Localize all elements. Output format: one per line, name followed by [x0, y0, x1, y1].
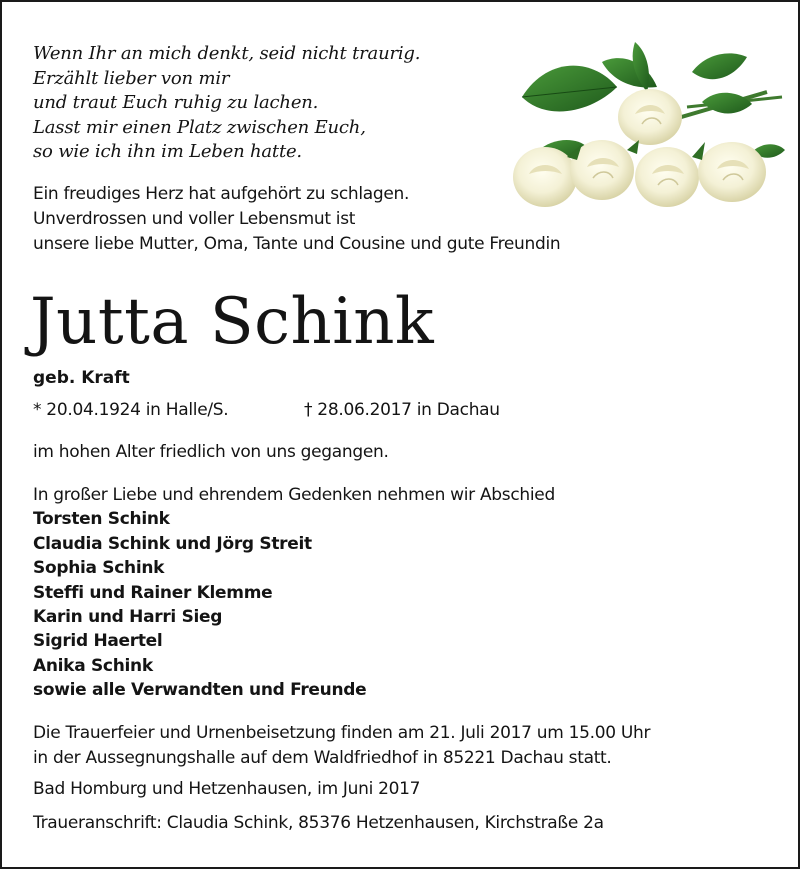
poem-line: Wenn Ihr an mich denkt, seid nicht traurig.: [33, 43, 421, 64]
rose-top: [618, 89, 682, 145]
mourner-name: Torsten Schink: [33, 509, 170, 530]
farewell-line: In großer Liebe und ehrendem Gedenken nehmen wir Abschied: [33, 485, 555, 505]
mourners-list: [33, 483, 555, 703]
service-line: in der Aussegnungshalle auf dem Waldfriedhof in 85221 Dachau statt.: [33, 748, 612, 768]
life-dates: [33, 400, 500, 420]
service-line: Die Trauerfeier und Urnenbeisetzung finden am 21. Juli 2017 um 15.00 Uhr: [33, 723, 651, 743]
mourner-name: Anika Schink: [33, 655, 153, 676]
mourner-name: Sigrid Haertel: [33, 631, 163, 652]
intro-line: Ein freudiges Herz hat aufgehört zu schlagen.: [33, 184, 410, 204]
deceased-name: Jutta Schink: [30, 285, 435, 359]
intro-text: [33, 182, 560, 257]
intro-line: unsere liebe Mutter, Oma, Tante und Cousine und gute Freundin: [33, 234, 561, 254]
place-and-date: Bad Homburg und Hetzenhausen, im Juni 2017: [33, 779, 421, 799]
maiden-name: geb. Kraft: [33, 368, 130, 388]
mourner-name: Claudia Schink und Jörg Streit: [33, 533, 312, 554]
rose-center-right: [635, 147, 699, 207]
death-date: † 28.06.2017 in Dachau: [304, 400, 500, 420]
intro-line: Unverdrossen und voller Lebensmut ist: [33, 209, 356, 229]
birth-date: * 20.04.1924 in Halle/S.: [33, 400, 229, 420]
rose-right: [698, 142, 766, 202]
poem-line: und traut Euch ruhig zu lachen.: [33, 92, 319, 113]
poem-line: Erzählt lieber von mir: [33, 67, 230, 89]
passing-text: im hohen Alter friedlich von uns gegangen.: [33, 442, 389, 462]
poem-line: so wie ich ihn im Leben hatte.: [33, 141, 302, 162]
service-info: [33, 721, 650, 771]
mourner-name: sowie alle Verwandten und Freunde: [33, 680, 367, 701]
mourner-name: Karin und Harri Sieg: [33, 607, 223, 628]
poem: [33, 42, 420, 165]
mourner-name: Sophia Schink: [33, 558, 165, 579]
mourning-address: Traueranschrift: Claudia Schink, 85376 Hetzenhausen, Kirchstraße 2a: [33, 813, 604, 833]
poem-line: Lasst mir einen Platz zwischen Euch,: [33, 116, 366, 138]
mourner-name: Steffi und Rainer Klemme: [33, 582, 273, 603]
